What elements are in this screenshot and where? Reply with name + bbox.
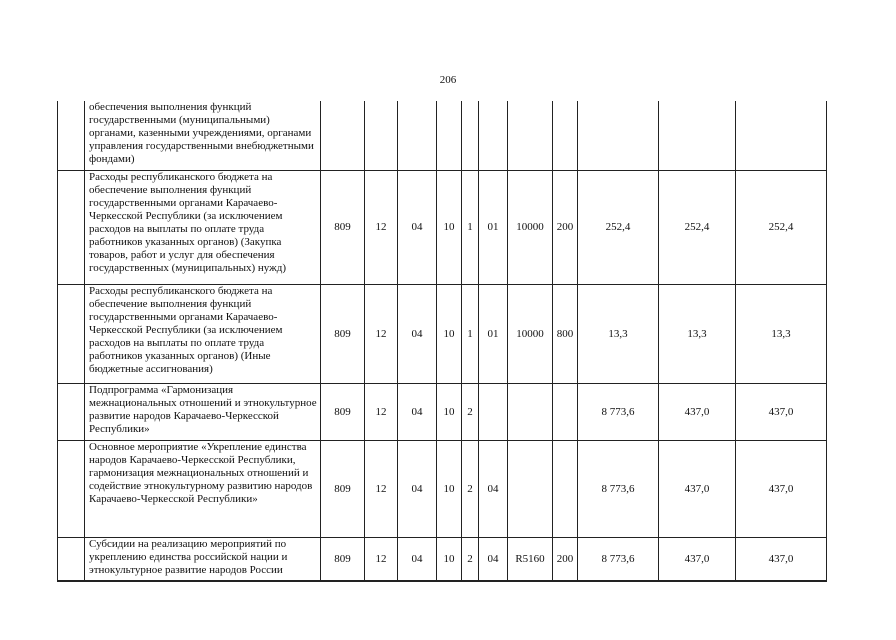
table-row [58,171,827,285]
budget-table [57,101,827,582]
ved-code: 809 [321,441,365,538]
target-code-activity: 01 [479,285,508,384]
amount-year-2: 437,0 [659,384,736,441]
amount-year-3: 437,0 [736,384,827,441]
amount-year-1: 13,3 [578,285,659,384]
table-row [58,384,827,441]
index-cell [58,171,85,285]
target-code-direction [508,441,553,538]
index-cell [58,384,85,441]
subsection-code: 04 [398,171,437,285]
target-code-subprogram: 2 [462,384,479,441]
section-code: 12 [365,384,398,441]
amount-year-3: 437,0 [736,538,827,582]
table-body [58,101,827,581]
item-name: Расходы республиканского бюджета на обеспечение выполнения функций государственными органами Карачаево-Черкесской Республики (за исключением расходов на выплаты по оплате труда работников указанных органов) (Иные бюджетные ассигнования) [85,285,321,384]
amount-year-3: 252,4 [736,171,827,285]
amount-year-3: 437,0 [736,441,827,538]
ved-code: 809 [321,285,365,384]
amount-year-1 [578,101,659,171]
amount-year-2: 437,0 [659,441,736,538]
target-code-subprogram [462,101,479,171]
ved-code: 809 [321,171,365,285]
target-code-direction: 10000 [508,285,553,384]
index-cell [58,101,85,171]
section-code: 12 [365,441,398,538]
subsection-code: 04 [398,384,437,441]
subsection-code: 04 [398,441,437,538]
target-code-activity: 01 [479,171,508,285]
amount-year-2: 252,4 [659,171,736,285]
amount-year-1: 8 773,6 [578,384,659,441]
amount-year-2: 13,3 [659,285,736,384]
target-code-direction: 10000 [508,171,553,285]
table-row [58,285,827,384]
section-code: 12 [365,538,398,582]
ved-code: 809 [321,538,365,582]
subsection-code: 04 [398,285,437,384]
expense-type-code: 200 [553,538,578,582]
target-code-subprogram: 2 [462,441,479,538]
target-code-program: 10 [437,538,462,582]
amount-year-2 [659,101,736,171]
expense-type-code: 200 [553,171,578,285]
section-code: 12 [365,171,398,285]
target-code-subprogram: 2 [462,538,479,582]
section-code [365,101,398,171]
target-code-direction: R5160 [508,538,553,582]
index-cell [58,285,85,384]
target-code-activity [479,101,508,171]
expense-type-code [553,384,578,441]
target-code-subprogram: 1 [462,171,479,285]
target-code-activity: 04 [479,538,508,582]
section-code: 12 [365,285,398,384]
amount-year-3: 13,3 [736,285,827,384]
table-row [58,538,827,582]
target-code-program: 10 [437,285,462,384]
amount-year-2: 437,0 [659,538,736,582]
target-code-subprogram: 1 [462,285,479,384]
subsection-code [398,101,437,171]
amount-year-1: 8 773,6 [578,441,659,538]
target-code-program: 10 [437,441,462,538]
expense-type-code: 800 [553,285,578,384]
target-code-activity [479,384,508,441]
target-code-program: 10 [437,171,462,285]
ved-code [321,101,365,171]
index-cell [58,538,85,582]
item-name: Субсидии на реализацию мероприятий по укреплению единства российской нации и этнокультурное развитие народов России [85,538,321,582]
expense-type-code [553,101,578,171]
amount-year-1: 8 773,6 [578,538,659,582]
amount-year-3 [736,101,827,171]
expense-type-code [553,441,578,538]
ved-code: 809 [321,384,365,441]
item-name: Подпрограмма «Гармонизация межнациональных отношений и этнокультурное развитие народов Карачаево-Черкесской Республики» [85,384,321,441]
item-name: обеспечения выполнения функций государственными (муниципальными) органами, казенными учреждениями, органами управления государственными внебюджетными фондами) [85,101,321,171]
target-code-direction [508,101,553,171]
subsection-code: 04 [398,538,437,582]
item-name: Расходы республиканского бюджета на обеспечение выполнения функций государственными органами Карачаево-Черкесской Республики (за исключением расходов на выплаты по оплате труда работников указанных органов) (Закупка товаров, работ и услуг для обеспечения государственных (муниципальных) нужд) [85,171,321,285]
item-name: Основное мероприятие «Укрепление единства народов Карачаево-Черкесской Республики, гармонизация межнациональных отношений и содействие этнокультурному развитию народов Карачаево-Черкесской Республики» [85,441,321,538]
target-code-program [437,101,462,171]
target-code-direction [508,384,553,441]
table-row [58,441,827,538]
index-cell [58,441,85,538]
target-code-activity: 04 [479,441,508,538]
target-code-program: 10 [437,384,462,441]
table-row [58,101,827,171]
page-number: 206 [439,74,457,86]
amount-year-1: 252,4 [578,171,659,285]
